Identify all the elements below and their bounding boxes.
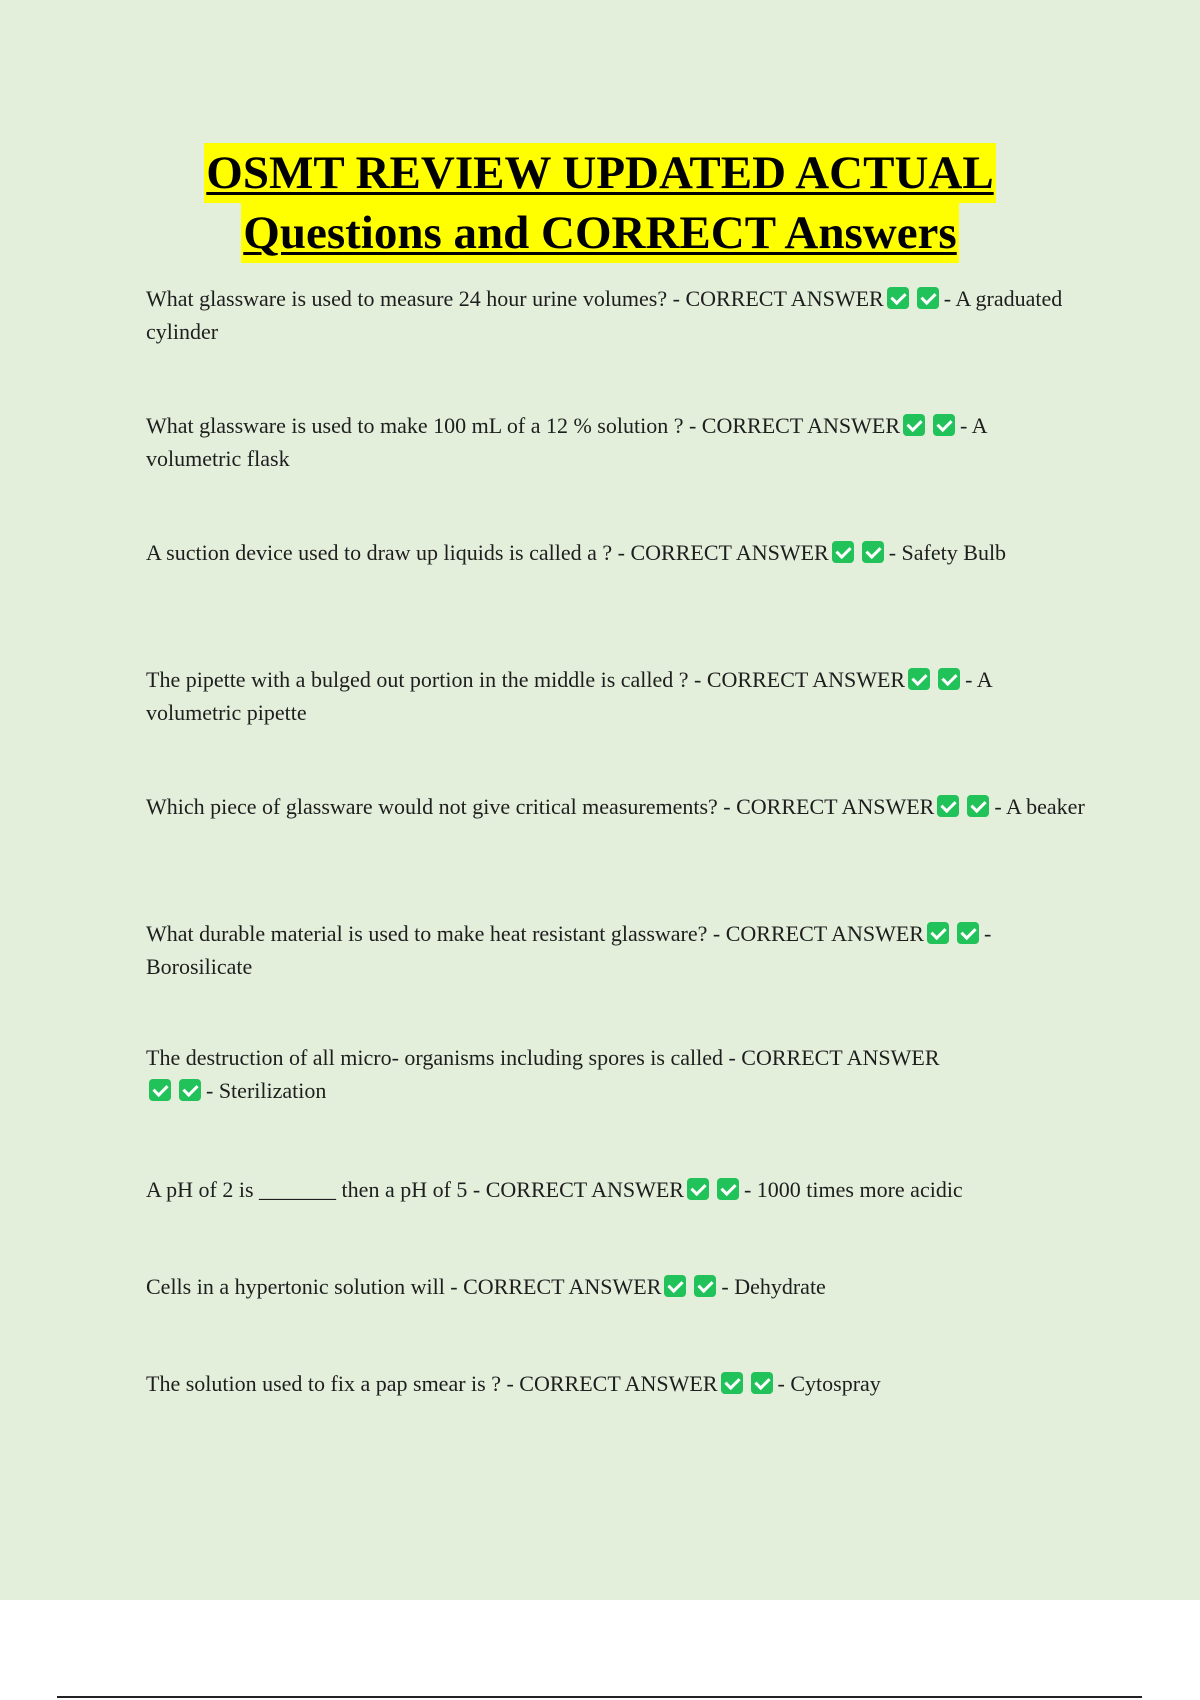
check-icon bbox=[149, 1079, 171, 1101]
check-icon bbox=[887, 287, 909, 309]
question-text: What durable material is used to make heat resistant glassware? - CORRECT ANSWER bbox=[146, 921, 924, 946]
question-text: A suction device used to draw up liquids is called a ? - CORRECT ANSWER bbox=[146, 540, 829, 565]
qa-item bbox=[146, 282, 1086, 348]
check-icon bbox=[832, 541, 854, 563]
answer-text: - Borosilicate bbox=[146, 921, 992, 979]
answer-text: - A beaker bbox=[994, 794, 1085, 819]
answer-text: - Safety Bulb bbox=[888, 540, 1007, 565]
answer-text: - Sterilization bbox=[206, 1078, 327, 1103]
qa-item bbox=[146, 663, 1086, 729]
check-icon bbox=[957, 922, 979, 944]
check-icon bbox=[937, 795, 959, 817]
qa-item bbox=[146, 1041, 946, 1107]
question-text: Cells in a hypertonic solution will - CORRECT ANSWER bbox=[146, 1274, 662, 1299]
check-icon bbox=[694, 1275, 716, 1297]
check-icon bbox=[862, 541, 884, 563]
qa-item bbox=[146, 1367, 1086, 1400]
qa-item bbox=[146, 790, 1086, 823]
question-text: A pH of 2 is _______ then a pH of 5 - CORRECT ANSWER bbox=[146, 1177, 684, 1202]
check-icon bbox=[687, 1178, 709, 1200]
check-icon bbox=[721, 1372, 743, 1394]
document-title bbox=[0, 143, 1200, 263]
question-text: What glassware is used to make 100 mL of a 12 % solution ? - CORRECT ANSWER bbox=[146, 413, 901, 438]
title-line-2: Questions and CORRECT Answers bbox=[241, 203, 958, 263]
check-icon bbox=[927, 922, 949, 944]
question-text: The pipette with a bulged out portion in the middle is called ? - CORRECT ANSWER bbox=[146, 667, 906, 692]
question-text: Which piece of glassware would not give critical measurements? - CORRECT ANSWER bbox=[146, 794, 935, 819]
question-text: What glassware is used to measure 24 hour urine volumes? - CORRECT ANSWER bbox=[146, 286, 884, 311]
qa-item bbox=[146, 409, 1086, 475]
check-icon bbox=[664, 1275, 686, 1297]
check-icon bbox=[967, 795, 989, 817]
answer-text: - A volumetric flask bbox=[146, 413, 987, 471]
answer-text: - Dehydrate bbox=[721, 1274, 826, 1299]
check-icon bbox=[938, 668, 960, 690]
qa-item bbox=[146, 536, 1086, 569]
check-icon bbox=[917, 287, 939, 309]
check-icon bbox=[717, 1178, 739, 1200]
answer-text: - 1000 times more acidic bbox=[743, 1177, 963, 1202]
answer-text: - A volumetric pipette bbox=[146, 667, 992, 725]
check-icon bbox=[903, 414, 925, 436]
answer-text: - A graduated cylinder bbox=[146, 286, 1063, 344]
check-icon bbox=[908, 668, 930, 690]
check-icon bbox=[933, 414, 955, 436]
check-icon bbox=[179, 1079, 201, 1101]
title-line-1: OSMT REVIEW UPDATED ACTUAL bbox=[204, 143, 995, 203]
answer-text: - Cytospray bbox=[777, 1371, 881, 1396]
question-text: The solution used to fix a pap smear is ? - CORRECT ANSWER bbox=[146, 1371, 718, 1396]
qa-item bbox=[146, 1270, 1086, 1303]
qa-item bbox=[146, 1173, 1086, 1206]
question-text: The destruction of all micro- organisms including spores is called - CORRECT ANSWER bbox=[146, 1045, 940, 1070]
check-icon bbox=[751, 1372, 773, 1394]
qa-item bbox=[146, 917, 1086, 983]
footer-divider bbox=[57, 1696, 1142, 1698]
